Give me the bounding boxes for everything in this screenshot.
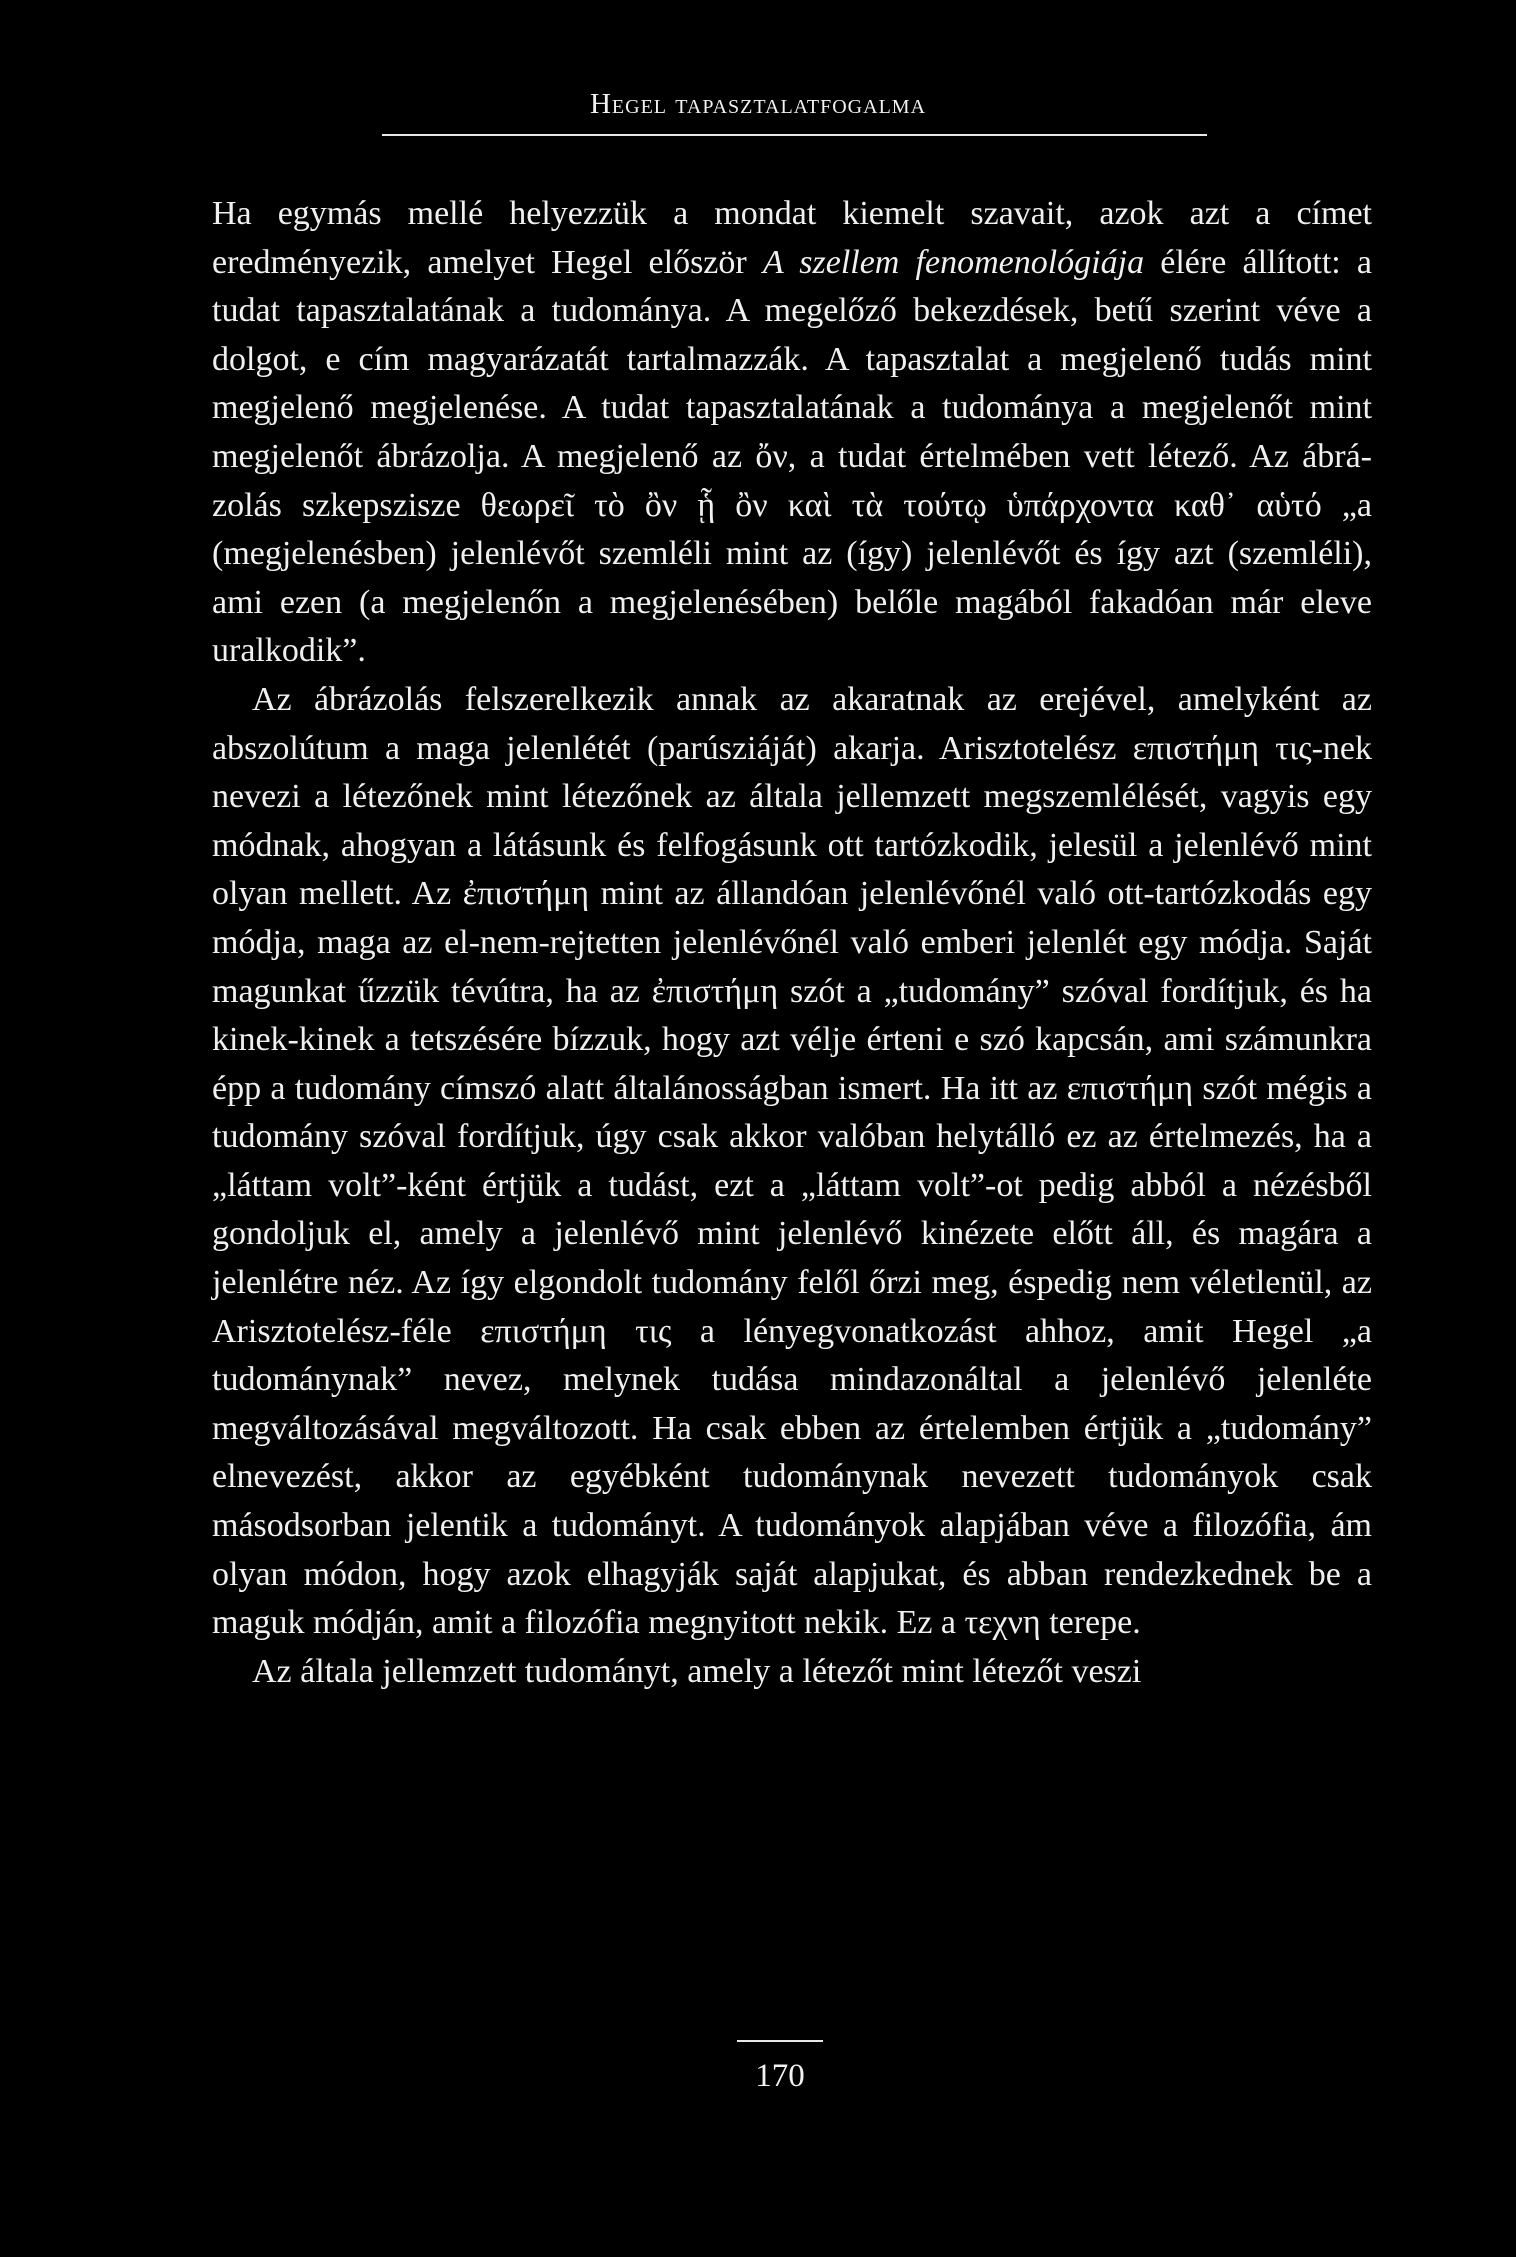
paragraph-1 [212,190,1372,676]
body-text [212,190,1372,1696]
running-head: Hegel tapasztalatfogalma [589,88,927,120]
paragraph-2-text: Az ábrázolás felszerelkezik annak az akaratnak az erejével, amelyként az abszolútum a maga jelenlétét (parúsziáját) akarja. Arisztotelész επιστήμη τις-nek nevezi a létezőnek mint létezőnek az általa jellemzett megszemlélését, vagyis egy módnak, ahogyan a látásunk és felfogásunk ott tartózkodik, jelesül a jelenlévő mint olyan mellett. Az ἐπιστήμη mint az állandóan jelenlévőnél való ott-tartózkodás egy módja, maga az el-nem-rejtetten jelenlévőnél való emberi jelenlét egy módja. Saját magunkat űzzük tévútra, ha az ἐπιστήμη szót a „tudomány” szóval fordítjuk, és ha kinek-kinek a tetszésére bízzuk, hogy azt vélje érteni e szó kapcsán, ami számunkra épp a tudomány címszó alatt általánosságban ismert. Ha itt az επιστήμη szót mégis a tudomány szóval fordítjuk, úgy csak akkor valóban helytálló ez az értelmezés, ha a „láttam volt”-ként értjük a tudást, ezt a „láttam volt”-ot pedig abból a nézésből gondoljuk el, amely a jelenlévő mint jelenlévő kinézete előtt áll, és magára a jelenlétre néz. Az így elgondolt tudomány felől őrzi meg, éspedig nem véletlenül, az Arisztotelész-féle επιστήμη τις a lényegvonatkozást ahhoz, amit Hegel „a tudománynak” nevez, melynek tudása mindazonáltal a jelenlévő jelenléte megváltozásával megváltozott. Ha csak ebben az értelemben értjük a „tudomány” elnevezést, akkor az egyébként tudománynak nevezett tudományok csak másodsorban jelentik a tudományt. A tudományok alapjában véve a filozófia, ám olyan módon, hogy azok elhagyják saját alapjukat, és abban rendezkednek be a maguk módján, amit a filozófia megnyitott nekik. Ez a τεχνη terepe. [212,680,1372,1642]
paragraph-3 [212,1648,1372,1697]
footer-rule [737,2040,823,2042]
header-rule [382,134,1207,136]
paragraph-3-text: Az általa jellemzett tudományt, amely a létezőt mint létezőt veszi [252,1652,1142,1690]
paragraph-1-text-start: Ha egymás mellé helyezzük a mondat kiemelt szavait, azok azt a címet eredményezik, amelyet Hegel először [212,195,1372,281]
paragraph-1-text-rest: élére állított: a tudat tapasztalatának a tudománya. A megelőző bekezdések, betű szerint véve a dolgot, e cím magyarázatát tartalmazzák. A tapasztalat a megjelenő tudás mint megjelenő megjelenése. A tudat tapasztalatának a tudománya a megjelenőt mint megjelenőt ábrázolja. A megjelenő az ὄν, a tudat értelmében vett létező. Az ábrázolás szkepszisze θεωρεῖ τὸ ὂν ᾗ ὂν καὶ τὰ τούτῳ ὑπάρχοντα καθ᾽ αὑτό „a (megjelenésben) jelenlévőt szemléli mint az (így) jelenlévőt és így azt (szemléli), ami ezen (a megjelenőn a megjelenésében) belőle magából fakadóan már eleve uralkodik”. [212,243,1372,670]
paragraph-2 [212,676,1372,1648]
book-title-italic: A szellem fenomenológiája [762,243,1145,281]
page-number: 170 [755,2058,805,2094]
